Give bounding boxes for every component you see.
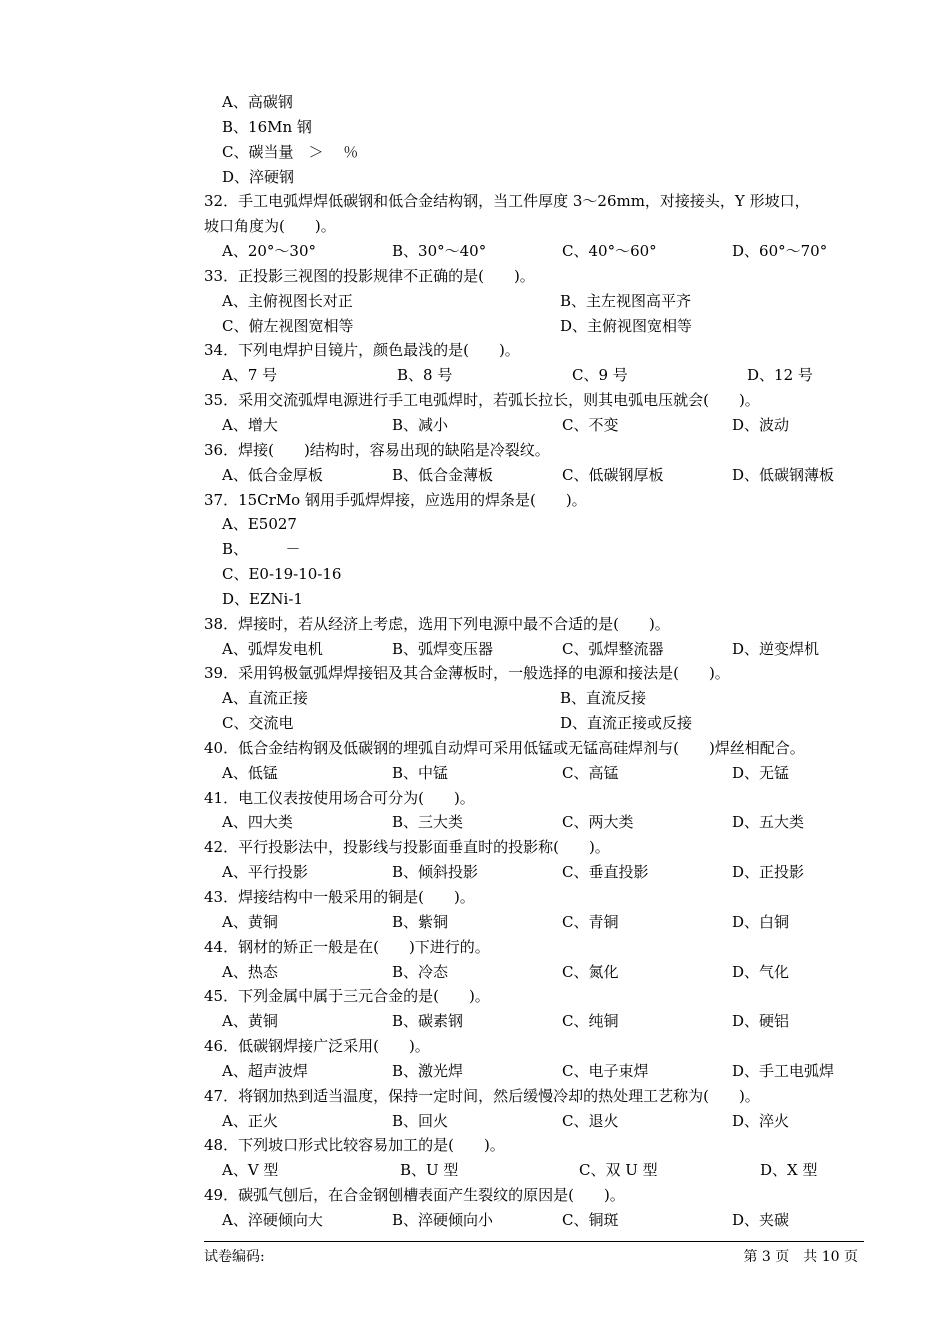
option-item: B、淬硬倾向小 (392, 1210, 494, 1229)
option-item: D、低碳钢薄板 (732, 465, 835, 484)
option-row (204, 761, 864, 786)
option-item: D、手工电弧焊 (732, 1061, 835, 1080)
option-item: C、低碳钢厚板 (562, 465, 664, 484)
option-item: D、波动 (732, 415, 790, 434)
option-row (204, 1059, 864, 1084)
option-item: B、U 型 (400, 1161, 459, 1180)
option-item: C、青铜 (562, 912, 619, 931)
option-row (204, 637, 864, 662)
option-item: B、直流反接 (560, 689, 647, 708)
option-item: C、40°～60° (562, 242, 657, 261)
option-item: C、高锰 (562, 763, 619, 782)
option-row (204, 413, 864, 438)
option-item: C、不变 (562, 415, 619, 434)
page-number: 第 3 页 共 10 页 (743, 1249, 858, 1265)
option-row (204, 910, 864, 935)
question-stem: 46．低碳钢焊接广泛采用( )。 (204, 1037, 430, 1056)
question-stem-continued: 坡口角度为( )。 (204, 217, 336, 236)
option-row (204, 289, 864, 314)
option-item: C、弧焊整流器 (562, 639, 664, 658)
option-row (204, 1009, 864, 1034)
option-item: A、V 型 (222, 1161, 279, 1180)
option-row (204, 810, 864, 835)
question-stem: 47．将钢加热到适当温度，保持一定时间，然后缓慢冷却的热处理工艺称为( )。 (204, 1086, 760, 1105)
question-stem: 39．采用钨极氩弧焊焊接铝及其合金薄板时，一般选择的电源和接法是( )。 (204, 664, 730, 683)
option-item: D、夹碳 (732, 1210, 790, 1229)
option-item: A、增大 (222, 415, 278, 434)
option-row (204, 239, 864, 264)
option-item: C、电子束焊 (562, 1061, 649, 1080)
option-item: A、正火 (222, 1111, 278, 1130)
option-item: B、 － (222, 540, 301, 559)
option-item: C、铜斑 (562, 1210, 619, 1229)
option-item: D、硬铝 (732, 1012, 790, 1031)
option-item: A、直流正接 (222, 689, 308, 708)
option-item: B、倾斜投影 (392, 863, 479, 882)
option-row (204, 463, 864, 488)
option-row (204, 1208, 864, 1233)
option-item: A、热态 (222, 962, 278, 981)
footer-divider (204, 1241, 864, 1242)
question-stem: 33．正投影三视图的投影规律不正确的是( )。 (204, 266, 535, 285)
option-item: C、交流电 (222, 714, 294, 733)
option-item: B、冷态 (392, 962, 449, 981)
option-item: D、淬火 (732, 1111, 790, 1130)
question-stem: 43．焊接结构中一般采用的铜是( )。 (204, 888, 475, 906)
option-row (204, 860, 864, 885)
option-item: D、白铜 (732, 912, 790, 931)
option-item: D、12 号 (747, 366, 813, 385)
option-item: C、两大类 (562, 813, 634, 832)
question-stem: 34．下列电焊护目镜片，颜色最浅的是( )。 (204, 341, 520, 360)
question-stem: 36．焊接( )结构时，容易出现的缺陷是冷裂纹。 (204, 440, 550, 459)
option-item: D、直流正接或反接 (560, 714, 693, 733)
option-item: A、E5027 (222, 515, 297, 534)
option-item: B、主左视图高平齐 (560, 291, 692, 310)
option-item: B、碳素钢 (392, 1012, 464, 1031)
question-stem: 37．15CrMo 钢用手弧焊焊接，应选用的焊条是( )。 (204, 490, 587, 509)
option-item: B、紫铜 (392, 912, 449, 931)
option-item: D、淬硬钢 (222, 167, 295, 186)
option-item: D、主俯视图宽相等 (560, 316, 693, 335)
option-row (204, 711, 864, 736)
option-item: C、俯左视图宽相等 (222, 316, 354, 335)
option-row (204, 686, 864, 711)
option-item: A、低合金厚板 (222, 465, 323, 484)
option-row (204, 314, 864, 339)
question-stem: 48．下列坡口形式比较容易加工的是( )。 (204, 1136, 505, 1155)
option-item: A、主俯视图长对正 (222, 291, 353, 310)
option-row (204, 363, 864, 388)
option-item: A、弧焊发电机 (222, 639, 323, 658)
option-item: A、高碳钢 (222, 93, 293, 111)
option-item: D、X 型 (760, 1161, 818, 1180)
option-item: A、四大类 (222, 813, 293, 832)
option-item: D、EZNi-1 (222, 589, 303, 608)
option-item: C、9 号 (572, 366, 628, 385)
option-item: A、20°～30° (222, 242, 317, 261)
option-item: C、氮化 (562, 962, 619, 981)
option-item: C、垂直投影 (562, 863, 649, 882)
question-stem: 44．钢材的矫正一般是在( )下进行的。 (204, 937, 490, 956)
option-item: D、无锰 (732, 763, 790, 782)
option-item: D、正投影 (732, 863, 805, 882)
question-stem: 32．手工电弧焊焊低碳钢和低合金结构钢，当工件厚度 3～26mm，对接接头，Y 形坡口， (204, 192, 810, 211)
question-list (204, 90, 864, 1233)
option-item: B、减小 (392, 415, 449, 434)
option-item: A、平行投影 (222, 863, 308, 882)
option-item: D、60°～70° (732, 242, 828, 261)
option-item: A、超声波焊 (222, 1061, 308, 1080)
option-item: D、逆变焊机 (732, 639, 820, 658)
question-stem: 35．采用交流弧焊电源进行手工电弧焊时，若弧长拉长，则其电弧电压就会( )。 (204, 391, 760, 410)
question-stem: 40．低合金结构钢及低碳钢的埋弧自动焊可采用低锰或无锰高硅焊剂与( )焊丝相配合。 (204, 738, 805, 757)
question-stem: 42．平行投影法中，投影线与投影面垂直时的投影称( )。 (204, 838, 610, 857)
option-row (204, 1109, 864, 1134)
question-stem: 45．下列金属中属于三元合金的是( )。 (204, 987, 490, 1006)
question-stem: 49．碳弧气刨后，在合金钢刨槽表面产生裂纹的原因是( )。 (204, 1186, 625, 1205)
option-item: C、退火 (562, 1111, 619, 1130)
exam-code-label: 试卷编码: (204, 1249, 265, 1265)
option-item: B、16Mn 钢 (222, 117, 312, 136)
question-stem: 38．焊接时，若从经济上考虑，选用下列电源中最不合适的是( )。 (204, 614, 670, 633)
option-item: C、双 U 型 (579, 1161, 658, 1180)
option-row (204, 960, 864, 985)
option-item: A、黄铜 (222, 1012, 278, 1031)
option-item: C、E0-19-10-16 (222, 565, 342, 584)
option-item: A、淬硬倾向大 (222, 1210, 323, 1229)
option-item: B、回火 (392, 1111, 449, 1130)
option-item: A、黄铜 (222, 912, 278, 931)
option-item: B、弧焊变压器 (392, 639, 494, 658)
option-item: D、五大类 (732, 813, 805, 832)
option-item: C、碳当量 ＞ ％ (222, 142, 359, 161)
option-item: B、低合金薄板 (392, 465, 494, 484)
option-item: D、气化 (732, 962, 790, 981)
option-item: B、三大类 (392, 813, 464, 832)
option-item: A、7 号 (222, 366, 278, 385)
option-item: C、纯铜 (562, 1012, 619, 1031)
question-stem: 41．电工仪表按使用场合可分为( )。 (204, 788, 475, 807)
option-item: B、中锰 (392, 763, 449, 782)
option-item: B、8 号 (397, 366, 453, 385)
option-item: B、激光焊 (392, 1061, 464, 1080)
option-item: A、低锰 (222, 763, 278, 782)
option-item: B、30°～40° (392, 242, 487, 261)
option-row (204, 1158, 864, 1183)
